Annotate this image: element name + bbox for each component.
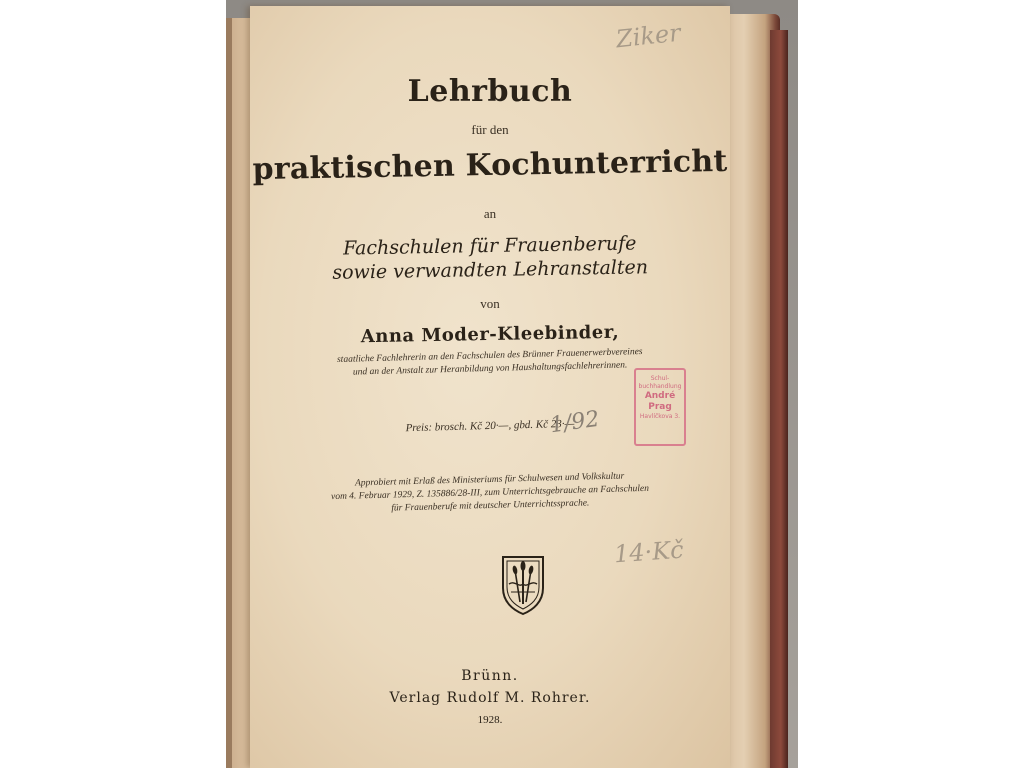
approval-text: [270, 468, 711, 519]
pencil-note-top: Ziker: [614, 18, 682, 54]
author-name: Anna Moder-Kleebinder,: [360, 321, 620, 348]
pencil-price-note: 1/92: [548, 406, 601, 439]
publisher-name: Verlag Rudolf M. Rohrer.: [389, 690, 591, 706]
schools-block: [250, 230, 731, 286]
publisher-emblem-icon: [500, 554, 546, 616]
approval-line-2: vom 4. Februar 1929, Z. 135886/28-III, zum Unterrichtsgebrauche an Fachschulen: [330, 483, 650, 503]
stamp-line-3: André: [644, 391, 676, 401]
book-title: Lehrbuch: [407, 74, 573, 109]
approval-line-1: Approbiert mit Erlaß des Ministeriums für Schulwesen und Volkskultur: [354, 471, 625, 489]
author-desc-line-2: und an der Anstalt zur Heranbildung von Haushaltungsfachlehrerinnen.: [352, 360, 628, 378]
schools-line-2: sowie verwandten Lehranstalten: [332, 256, 649, 284]
title-page: [250, 6, 730, 768]
author-desc-line-1: staatliche Fachlehrerin an den Fachschulen des Brünner Frauenerwerbvereines: [336, 347, 643, 366]
von-line: von: [480, 296, 500, 311]
title-connector: für den: [471, 122, 509, 137]
bookshop-stamp: [634, 368, 686, 446]
schools-line-1: Fachschulen für Frauenberufe: [342, 232, 637, 260]
stamp-line-4: Prag: [648, 402, 672, 412]
stamp-line-1: Schul-: [650, 375, 670, 382]
stamp-line-5: Havlíčkova 3.: [639, 413, 681, 420]
an-line: an: [483, 206, 497, 221]
publication-place: Brünn.: [461, 668, 519, 684]
publication-year: 1928.: [477, 714, 503, 726]
approval-line-3: für Frauenberufe mit deutscher Unterrichtssprache.: [391, 498, 590, 514]
binding-shadow: [226, 18, 232, 768]
price-line: Preis: brosch. Kč 20·—, gbd. Kč 23·—: [405, 417, 575, 435]
stamp-line-2: buchhandlung: [638, 383, 682, 390]
book-cover-edge: [770, 30, 788, 768]
book-subtitle: praktischen Kochunterricht: [252, 143, 728, 188]
pencil-note-bottom: 14·Kč: [613, 535, 685, 569]
